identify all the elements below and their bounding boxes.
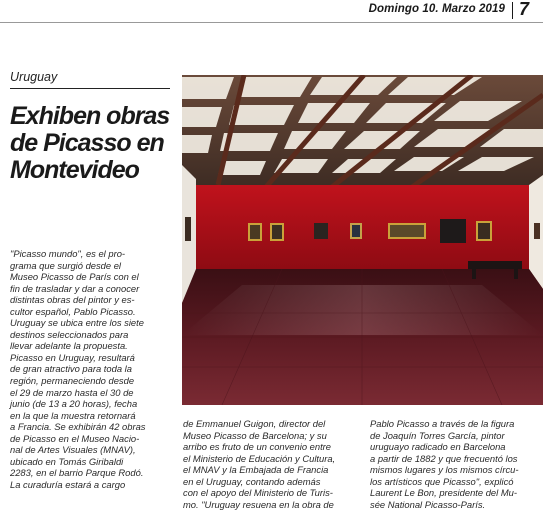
- article-line: los artísticos que Picasso", explicó: [370, 475, 514, 487]
- article-line: Laurent Le Bon, presidente del Mu-: [370, 487, 517, 499]
- article-line: mo. "Uruguay resuena en la obra de: [183, 498, 334, 510]
- article-line: de Picasso en el Museo Nacio-: [10, 432, 140, 444]
- article-line: en la que la muestra retornará: [10, 409, 136, 421]
- article-line: arribo es fruto de un convenio entre: [183, 441, 332, 453]
- article-line: de Joaquín Torres García, pintor: [370, 429, 505, 441]
- article-line: de gran atractivo para toda la: [10, 363, 132, 375]
- section-label: Uruguay: [10, 70, 58, 84]
- article-line: junio (de 13 a 20 horas), fecha: [10, 398, 138, 410]
- article-line: con el apoyo del Ministerio de Turis-: [183, 487, 333, 499]
- page-header: [0, 0, 543, 22]
- article-line: sée National Picasso-París.: [370, 498, 486, 510]
- headline: Exhiben obras de Picasso en Montevideo: [10, 102, 170, 184]
- article-line: uruguayo radicado en Barcelona: [370, 441, 506, 453]
- article-line: a partir de 1882 y que frecuentó los: [370, 452, 518, 464]
- article-line: Uruguay se ubica entre los siete: [10, 317, 144, 329]
- article-line: La curaduría estará a cargo: [10, 478, 126, 490]
- article-column-3: [370, 418, 518, 510]
- article-line: el 29 de marzo hasta el 30 de: [10, 386, 134, 398]
- header-divider: [512, 2, 513, 19]
- article-line: a Francia. Se exhibirán 42 obras: [10, 421, 146, 433]
- article-line: Picasso en Uruguay, resultará: [10, 351, 135, 363]
- article-line: ubicado en Tomás Giribaldi: [10, 455, 124, 467]
- section-rule: [10, 88, 170, 89]
- article-line: el MNAV y la Embajada de Francia: [183, 464, 329, 476]
- article-line: 2283, en el barrio Parque Rodó.: [10, 467, 144, 479]
- article-column-1: [10, 248, 146, 490]
- header-rule: [0, 22, 543, 23]
- article-line: llevar adelante la propuesta.: [10, 340, 128, 352]
- article-line: región, permaneciendo desde: [10, 375, 135, 387]
- article-line: mismos lugares y los mismos círcu-: [370, 464, 519, 476]
- article-line: "Picasso mundo", es el pro-: [10, 248, 126, 259]
- article-line: destinos seleccionados para: [10, 328, 129, 340]
- article-line: Pablo Picasso a través de la figura: [370, 418, 515, 429]
- article-line: Museo Picasso de Barcelona; y su: [183, 429, 327, 441]
- article-line: en el Uruguay, contando además: [183, 475, 321, 487]
- article-line: el Ministerio de Educación y Cultura,: [183, 452, 336, 464]
- page-number: 7: [518, 0, 529, 19]
- article-line: cultor español, Pablo Picasso.: [10, 305, 136, 317]
- article-line: grama que surgió desde el: [10, 259, 122, 271]
- article-line: de Emmanuel Guigon, director del: [183, 418, 326, 429]
- issue-date: Domingo 10. Marzo 2019: [368, 3, 505, 15]
- gallery-photo: [182, 75, 543, 405]
- article-line: fin de trasladar y dar a conocer: [10, 282, 140, 294]
- article-line: distintas obras del pintor y es-: [10, 294, 135, 306]
- article-line: Museo Picasso de París con el: [10, 271, 139, 283]
- article-line: nal de Artes Visuales (MNAV),: [10, 444, 136, 456]
- article-column-2: [183, 418, 335, 510]
